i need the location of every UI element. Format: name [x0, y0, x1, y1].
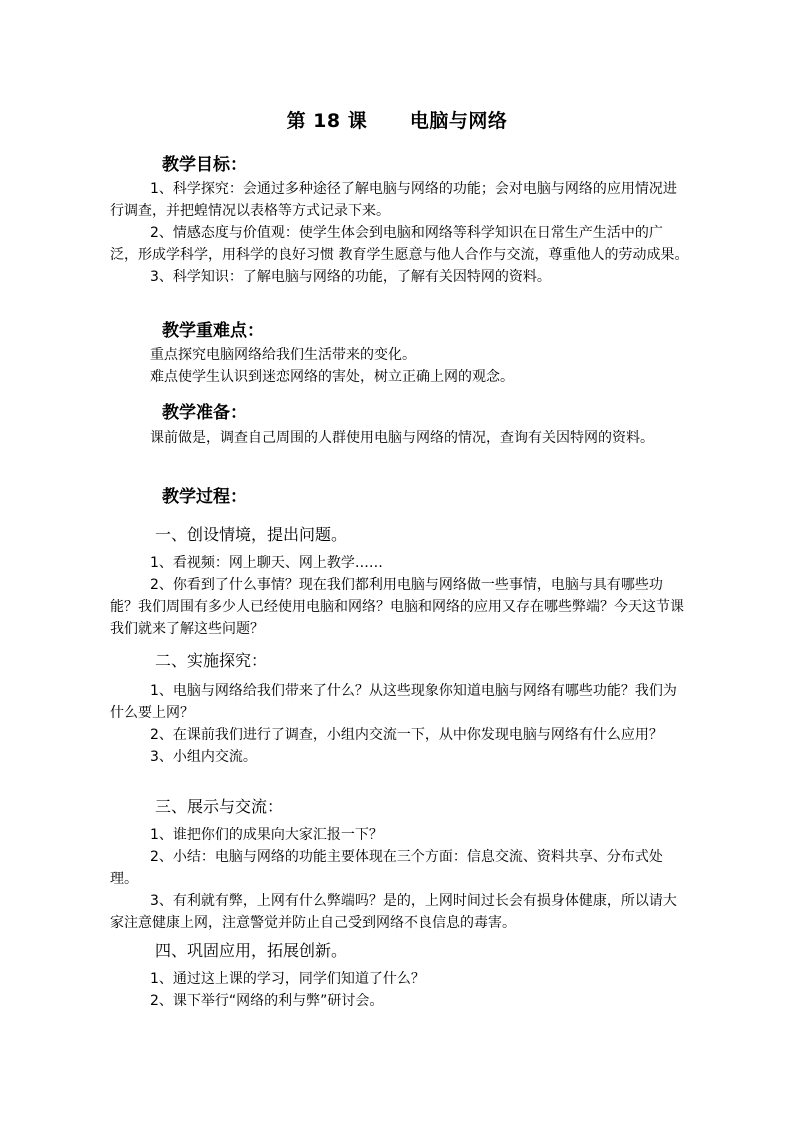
preparation-body [110, 427, 690, 449]
process-section [110, 482, 690, 507]
part1 [110, 522, 690, 545]
part4-title: 四、巩固应用，拓展创新。 [155, 941, 348, 960]
difficulty-item: 难点使学生认识到迷恋网络的害处，树立正确上网的观念。 [150, 369, 514, 385]
part3-list [110, 824, 690, 934]
difficulties-list [110, 344, 690, 388]
goals-list [110, 178, 690, 288]
part3-item: 2、小结：电脑与网络的功能主要体现在三个方面：信息交流、资料共享、分布式处理。 [110, 849, 663, 887]
process-heading: 教学过程： [162, 487, 247, 507]
part2 [110, 648, 690, 671]
lesson-title: 第 18 课 电脑与网络 [286, 110, 508, 132]
goal-item: 2、情感态度与价值观：使学生体会到电脑和网络等科学知识在日常生产生活中的广泛，形成学科学，用科学的良好习惯 教育学生愿意与他人合作与交流，尊重他人的劳动成果。 [110, 225, 689, 263]
part3-item: 3、有利就有弊，上网有什么弊端吗？是的，上网时间过长会有损身体健康，所以请大家注意健康上网，注意警觉并防止自己受到网络不良信息的毒害。 [110, 893, 677, 931]
goals-section [110, 150, 690, 175]
goals-heading: 教学目标： [162, 155, 247, 175]
difficulties-section [110, 316, 690, 341]
part4 [110, 938, 690, 961]
difficulty-item: 重点探究电脑网络给我们生活带来的变化。 [150, 347, 416, 363]
preparation-heading: 教学准备： [162, 403, 247, 423]
part3 [110, 794, 690, 817]
part2-item: 2、在课前我们进行了调查，小组内交流一下，从中你发现电脑与网络有什么应用？ [150, 727, 663, 743]
part1-item: 1、看视频：网上聊天、网上教学…… [150, 555, 383, 571]
part1-title: 一、创设情境，提出问题。 [155, 525, 348, 544]
goal-item: 1、科学探究：会通过多种途径了解电脑与网络的功能；会对电脑与网络的应用情况进行调查，并把蝗情况以表格等方式记录下来。 [110, 181, 677, 219]
goal-item: 3、科学知识：了解电脑与网络的功能，了解有关因特网的资料。 [150, 269, 551, 285]
part4-list [110, 968, 690, 1012]
part2-item: 1、电脑与网络给我们带来了什么？从这些现象你知道电脑与网络有哪些功能？我们为什么要上网？ [110, 683, 677, 721]
part1-list [110, 552, 690, 640]
part2-list [110, 680, 690, 768]
part3-item: 1、谁把你们的成果向大家汇报一下？ [150, 827, 383, 843]
part3-title: 三、展示与交流： [155, 797, 284, 816]
part4-item: 2、课下举行“网络的利与弊”研讨会。 [150, 993, 384, 1009]
preparation-section [110, 398, 690, 423]
part2-item: 3、小组内交流。 [150, 749, 257, 765]
difficulties-heading: 教学重难点： [162, 321, 264, 341]
preparation-text: 课前做是，调查自己周围的人群使用电脑与网络的情况，查询有关因特网的资料。 [150, 430, 654, 446]
part1-item: 2、你看到了什么事情？现在我们都利用电脑与网络做一些事情，电脑与具有哪些功能？我们周围有多少人已经使用电脑和网络？电脑和网络的应用又存在哪些弊端？今天这节课我们就来了解这些问题？ [110, 577, 684, 637]
part2-title: 二、实施探究： [155, 651, 268, 670]
part4-item: 1、通过这上课的学习，同学们知道了什么？ [150, 971, 425, 987]
